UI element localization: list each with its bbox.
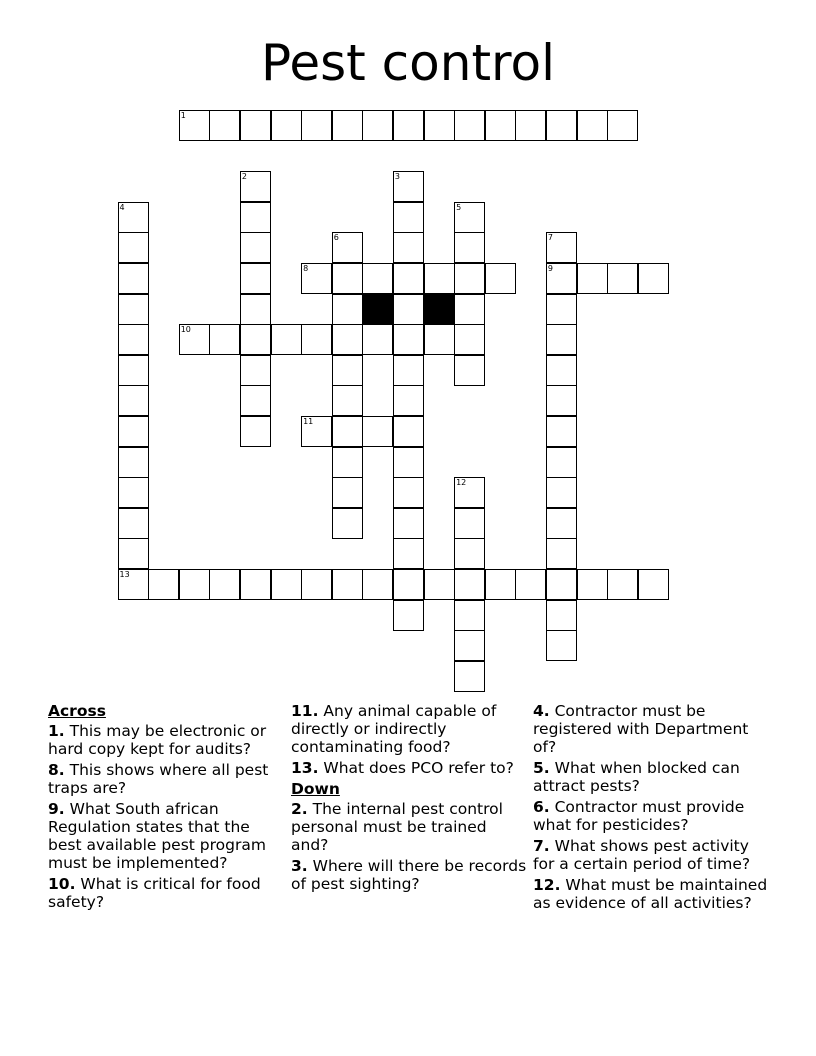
grid-cell[interactable] bbox=[362, 324, 393, 355]
grid-cell[interactable] bbox=[240, 324, 271, 355]
clue-item bbox=[533, 837, 769, 873]
clue-item-text: What when blocked can attract pests? bbox=[533, 759, 740, 795]
grid-cell[interactable] bbox=[454, 294, 485, 325]
grid-cell[interactable] bbox=[454, 569, 485, 600]
grid-cell[interactable] bbox=[393, 171, 424, 202]
clue-number: 12 bbox=[456, 478, 467, 488]
grid-cell[interactable] bbox=[179, 569, 210, 600]
grid-cell[interactable] bbox=[362, 569, 393, 600]
grid-cell[interactable] bbox=[209, 569, 240, 600]
grid-cell[interactable] bbox=[546, 477, 577, 508]
grid-cell[interactable] bbox=[118, 508, 149, 539]
grid-cell[interactable] bbox=[118, 263, 149, 294]
grid-cell[interactable] bbox=[454, 324, 485, 355]
grid-cell[interactable] bbox=[179, 324, 210, 355]
grid-cell[interactable] bbox=[546, 324, 577, 355]
grid-cell[interactable] bbox=[240, 171, 271, 202]
clue-item-number: 11. bbox=[291, 702, 319, 720]
grid-cell[interactable] bbox=[240, 202, 271, 233]
clue-item bbox=[48, 761, 284, 797]
grid-cell[interactable] bbox=[148, 569, 179, 600]
grid-cell[interactable] bbox=[301, 110, 332, 141]
clue-item bbox=[291, 857, 527, 893]
grid-cell[interactable] bbox=[332, 569, 363, 600]
grid-cell[interactable] bbox=[393, 263, 424, 294]
grid-cell[interactable] bbox=[454, 600, 485, 631]
clue-item-text: This may be electronic or hard copy kept for audits? bbox=[48, 722, 267, 758]
grid-cell[interactable] bbox=[393, 600, 424, 631]
grid-cell[interactable] bbox=[240, 263, 271, 294]
grid-cell[interactable] bbox=[546, 508, 577, 539]
clue-item-text: Where will there be records of pest sighting? bbox=[291, 857, 527, 893]
clue-item bbox=[533, 876, 769, 912]
grid-cell[interactable] bbox=[546, 569, 577, 600]
grid-cell[interactable] bbox=[118, 569, 149, 600]
grid-cell[interactable] bbox=[607, 569, 638, 600]
grid-cell[interactable] bbox=[332, 324, 363, 355]
grid-cell[interactable] bbox=[424, 569, 455, 600]
clue-number: 13 bbox=[119, 570, 130, 579]
grid-cell[interactable] bbox=[546, 110, 577, 141]
grid-cell[interactable] bbox=[240, 569, 271, 600]
grid-cell[interactable] bbox=[301, 416, 332, 447]
grid-cell[interactable] bbox=[454, 232, 485, 263]
grid-cell[interactable] bbox=[577, 110, 608, 141]
grid-cell[interactable] bbox=[393, 202, 424, 233]
across-heading: Across bbox=[48, 702, 106, 720]
clue-number: 7 bbox=[547, 233, 553, 243]
clue-item-number: 9. bbox=[48, 800, 65, 818]
grid-cell[interactable] bbox=[332, 355, 363, 386]
grid-cell[interactable] bbox=[454, 202, 485, 233]
clue-item-text: What shows pest activity for a certain period of time? bbox=[533, 837, 751, 873]
clue-item-number: 5. bbox=[533, 759, 550, 777]
grid-cell[interactable] bbox=[454, 661, 485, 692]
clue-item bbox=[291, 800, 527, 854]
grid-cell[interactable] bbox=[546, 600, 577, 631]
grid-cell[interactable] bbox=[118, 232, 149, 263]
grid-cell[interactable] bbox=[546, 538, 577, 569]
grid-cell[interactable] bbox=[118, 385, 149, 416]
grid-cell[interactable] bbox=[577, 263, 608, 294]
clue-item-number: 12. bbox=[533, 876, 561, 894]
grid-cell[interactable] bbox=[332, 263, 363, 294]
black-square bbox=[362, 294, 393, 325]
clue-number: 4 bbox=[119, 202, 125, 212]
clues-column-1 bbox=[48, 702, 284, 914]
grid-cell[interactable] bbox=[546, 232, 577, 263]
clue-number: 1 bbox=[180, 111, 186, 120]
clue-item bbox=[533, 798, 769, 834]
grid-cell[interactable] bbox=[393, 232, 424, 263]
grid-cell[interactable] bbox=[393, 477, 424, 508]
clue-item-text: What South african Regulation states that the best available pest program must be implemented? bbox=[48, 800, 266, 872]
grid-cell[interactable] bbox=[454, 630, 485, 661]
grid-cell[interactable] bbox=[393, 569, 424, 600]
clue-number: 3 bbox=[394, 172, 400, 182]
grid-cell[interactable] bbox=[332, 294, 363, 325]
grid-cell[interactable] bbox=[424, 324, 455, 355]
clue-item-text: What must be maintained as evidence of all activities? bbox=[533, 876, 768, 912]
grid-cell[interactable] bbox=[485, 569, 516, 600]
grid-cell[interactable] bbox=[607, 263, 638, 294]
grid-cell[interactable] bbox=[240, 294, 271, 325]
grid-cell[interactable] bbox=[362, 263, 393, 294]
grid-cell[interactable] bbox=[515, 569, 546, 600]
grid-cell[interactable] bbox=[454, 263, 485, 294]
grid-cell[interactable] bbox=[424, 263, 455, 294]
grid-cell[interactable] bbox=[638, 263, 669, 294]
grid-cell[interactable] bbox=[546, 416, 577, 447]
grid-cell[interactable] bbox=[209, 110, 240, 141]
down-heading: Down bbox=[291, 780, 340, 798]
grid-cell[interactable] bbox=[240, 110, 271, 141]
grid-cell[interactable] bbox=[118, 355, 149, 386]
clue-item-number: 10. bbox=[48, 875, 76, 893]
grid-cell[interactable] bbox=[118, 447, 149, 478]
grid-cell[interactable] bbox=[118, 202, 149, 233]
grid-cell[interactable] bbox=[454, 355, 485, 386]
grid-cell[interactable] bbox=[454, 477, 485, 508]
grid-cell[interactable] bbox=[546, 630, 577, 661]
clue-item-text: What is critical for food safety? bbox=[48, 875, 261, 911]
clue-item bbox=[533, 702, 769, 756]
grid-cell[interactable] bbox=[332, 477, 363, 508]
grid-cell[interactable] bbox=[546, 355, 577, 386]
clue-number: 10 bbox=[180, 325, 191, 335]
grid-cell[interactable] bbox=[118, 324, 149, 355]
clue-item bbox=[48, 875, 284, 911]
grid-cell[interactable] bbox=[454, 538, 485, 569]
grid-cell[interactable] bbox=[362, 110, 393, 141]
grid-cell[interactable] bbox=[454, 508, 485, 539]
clue-number: 5 bbox=[456, 202, 462, 212]
grid-cell[interactable] bbox=[393, 416, 424, 447]
clue-number: 6 bbox=[333, 233, 339, 243]
clues-column-3 bbox=[533, 702, 769, 915]
clue-item-number: 8. bbox=[48, 761, 65, 779]
clue-item bbox=[48, 800, 284, 872]
grid-cell[interactable] bbox=[118, 416, 149, 447]
clue-item-number: 1. bbox=[48, 722, 65, 740]
grid-cell[interactable] bbox=[393, 538, 424, 569]
grid-cell[interactable] bbox=[240, 385, 271, 416]
grid-cell[interactable] bbox=[332, 110, 363, 141]
grid-cell[interactable] bbox=[638, 569, 669, 600]
clue-number: 11 bbox=[303, 417, 314, 426]
clues-column-2 bbox=[291, 702, 527, 896]
clue-item-text: The internal pest control personal must be trained and? bbox=[291, 800, 503, 854]
clue-item-text: What does PCO refer to? bbox=[318, 759, 514, 777]
clue-number: 9 bbox=[547, 264, 553, 273]
grid-cell[interactable] bbox=[393, 447, 424, 478]
grid-cell[interactable] bbox=[301, 263, 332, 294]
grid-cell[interactable] bbox=[271, 324, 302, 355]
clue-item-number: 3. bbox=[291, 857, 308, 875]
black-square bbox=[424, 294, 455, 325]
grid-cell[interactable] bbox=[454, 110, 485, 141]
grid-cell[interactable] bbox=[240, 232, 271, 263]
grid-cell[interactable] bbox=[240, 355, 271, 386]
grid-cell[interactable] bbox=[332, 416, 363, 447]
grid-cell[interactable] bbox=[240, 416, 271, 447]
grid-cell[interactable] bbox=[301, 569, 332, 600]
grid-cell[interactable] bbox=[118, 477, 149, 508]
grid-cell[interactable] bbox=[546, 294, 577, 325]
grid-cell[interactable] bbox=[332, 385, 363, 416]
grid-cell[interactable] bbox=[485, 110, 516, 141]
clue-number: 8 bbox=[303, 264, 309, 273]
clue-item bbox=[533, 759, 769, 795]
clue-item-text: Contractor must be registered with Department of? bbox=[533, 702, 749, 756]
grid-cell[interactable] bbox=[546, 447, 577, 478]
clue-item-number: 6. bbox=[533, 798, 550, 816]
grid-cell[interactable] bbox=[118, 294, 149, 325]
puzzle-title: Pest control bbox=[261, 34, 555, 92]
grid-cell[interactable] bbox=[393, 355, 424, 386]
clue-item-number: 7. bbox=[533, 837, 550, 855]
grid-cell[interactable] bbox=[332, 508, 363, 539]
grid-cell[interactable] bbox=[179, 110, 210, 141]
grid-cell[interactable] bbox=[271, 569, 302, 600]
clue-item bbox=[48, 722, 284, 758]
clue-item bbox=[291, 702, 527, 756]
grid-cell[interactable] bbox=[393, 324, 424, 355]
grid-cell[interactable] bbox=[393, 385, 424, 416]
grid-cell[interactable] bbox=[546, 263, 577, 294]
grid-cell[interactable] bbox=[546, 385, 577, 416]
grid-cell[interactable] bbox=[332, 447, 363, 478]
grid-cell[interactable] bbox=[209, 324, 240, 355]
clue-item-number: 4. bbox=[533, 702, 550, 720]
grid-cell[interactable] bbox=[301, 324, 332, 355]
clue-item-number: 13. bbox=[291, 759, 319, 777]
clue-item-text: This shows where all pest traps are? bbox=[48, 761, 269, 797]
grid-cell[interactable] bbox=[515, 110, 546, 141]
grid-cell[interactable] bbox=[485, 263, 516, 294]
clue-number: 2 bbox=[241, 172, 247, 182]
grid-cell[interactable] bbox=[577, 569, 608, 600]
grid-cell[interactable] bbox=[271, 110, 302, 141]
grid-cell[interactable] bbox=[393, 294, 424, 325]
grid-cell[interactable] bbox=[393, 110, 424, 141]
clue-item-number: 2. bbox=[291, 800, 308, 818]
grid-cell[interactable] bbox=[118, 538, 149, 569]
clue-item-text: Contractor must provide what for pesticides? bbox=[533, 798, 745, 834]
clue-item bbox=[291, 759, 527, 777]
grid-cell[interactable] bbox=[424, 110, 455, 141]
clue-item-text: Any animal capable of directly or indirectly contaminating food? bbox=[291, 702, 497, 756]
grid-cell[interactable] bbox=[332, 232, 363, 263]
grid-cell[interactable] bbox=[393, 508, 424, 539]
grid-cell[interactable] bbox=[607, 110, 638, 141]
grid-cell[interactable] bbox=[362, 416, 393, 447]
